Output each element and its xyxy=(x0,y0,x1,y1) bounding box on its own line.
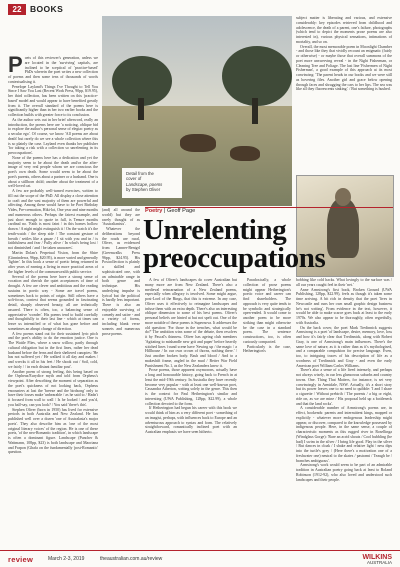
reviewer-name: Geoff Page xyxy=(167,208,196,214)
paragraph: Several of the poems here have a strong sense of vocation and cherish the quiet acceptances of time of drought. A few are clever and ambitious and the reading sustains in poetic way - Some are travel poems, sometimes back to points of origin. Still others have a soft-focus, context that seems grounded in fascinating detail, sharply observed beauty, all are technically assured. There is often, too, a balancing sense of appreciative 'wonder'. His poems tend to build carefully and thoughtfully to their last line - which at times can leave us intensified or of what has gone before and sometimes an abrupt change of direction. xyxy=(8,274,98,331)
paragraph: Armstrong's work would seem to be part of an admirable tradition in Australian poetry going back at least to Roland Robinson (1912-92), who also loved and understood such landscapes and their people. xyxy=(296,463,392,482)
footer-url: theaustralian.com.au/review xyxy=(100,556,163,562)
article-column-3b xyxy=(243,278,291,546)
logo-sub: AUSTRALIA xyxy=(366,560,392,565)
paragraph: Anne Armstrong's first book, Broken Ground (UWA Publishing, 128pp, $22.99), feels as though it's taken some time arriving. A bit rich in density that the poet 'lives in Newcastle and runs her own small graphic design business he's not writing'. From evidence in the text, however, it would be able to make scarce goes back at least to the early 1970s. We also appear to be thoroughly, often regretfully, with Australia. xyxy=(296,287,392,325)
paragraph: A few are probably well-turned exercises, written to fill out the scope of the PhD. All display a close attention to craft and the vast majority of them are powerful and affecting. Among these would have to be Poet Birthday Vides, Pre-cremation, Hiki-lot, One year and nine months and numerous others. Perhaps the fairest example, and just short enough to quote in full, is Tenure months cardinal no. 'Faith is most faint / in this homes hollow drawn / A night might extinguish it / On the watch it's the tenth-watch / the sleep side / The constant gesture of breath / settles like a gauze / I sit with you and in / is faithfulness and fear / Fully alive / In what's being lost / not diminished / and / be taken unawares'. xyxy=(8,189,98,250)
page-number: 22 xyxy=(8,4,26,15)
artwork-animal xyxy=(230,146,260,161)
article-column-4-bottom xyxy=(296,278,392,546)
caption-line: Landscape, poems xyxy=(126,181,163,187)
paragraph: Prose poems, those apparent oxymorons, actually have a long and honourable history, going back to French in at least the mid-19th century. In Australia they have recently become very popular - with at least one well-known poet, Cassandra Atherton, writing solely in the genre. This then is the context for Paul Hetherington's similar and interesting (UWA Publishing, 128pp, $22.99), a whole collection devoted to the form. xyxy=(145,368,237,406)
article-column-3 xyxy=(145,278,237,546)
caption-line: cover of xyxy=(126,176,142,182)
paragraph: (and) all around the world) but they are rarely thought of as 'Australianists'. xyxy=(102,208,140,227)
paragraph: Penelope Layland's Things I've Thought to Tell You Since I Saw You Last (Recent Work Press, 90pp, $19.95), her third collection, has been written on this 'practice-based' model and would appear to have benefited greatly from it. The overall standard of the poems here is significantly higher than in her two earlier books and the collection builds with greater force to its conclusion. xyxy=(8,84,98,117)
paragraph: If Hetherington had begun his career with this book we would think of him as a very different poet - something of an imagist, perhaps, with influences back to Europe and an adventurous approach to syntax and form. The relatively straightforward, romantically inclined poet with an Australian emphasis we have seen hitherto. xyxy=(145,406,237,434)
paragraph: A few poems stand out for their sustained lyric pitch and the poet's ability to do the emotion justice. One is The Wattle Flies, where a snow willow, partly through cultural obligation but in the first lines, rather her dead husband before the ferns and their sheltered canopies: 'He has not suffered yet / He walked it all day and makes / and wrecks it all in his feet / He shook out / Soil, cold, we fairly / / in each distant familiar post'. xyxy=(8,331,98,369)
paragraph: Martin Dolan's Perpetual Vision, from the Shire (Ginninderra, 96pp, $20.95), is more varied and generally 'lighter'. In this book a sense of poetic being returned in after years of earning a living in more practical areas of the higher levels of the commonwealth public service. xyxy=(8,250,98,274)
headline-line: preoccupations xyxy=(143,242,326,274)
paragraph: There's also a sense of a life lived intensely, and perhaps not always wisely, in our less glamorous suburbs and country towns. One. Thing That Matters, for instance, is set very convincingly in Armidale, NSW. Actually, it's a short story but its power leaves one to no need to quibble: 'I and I share a cigarette / Without prebirth / The parents / a big or eight, ride on, as we are mine / His proposal held up a bottleneck and that the land rocks'. xyxy=(296,368,392,406)
section-label: BOOKS xyxy=(30,4,64,14)
article-column-1 xyxy=(8,56,98,546)
page-header xyxy=(0,0,400,14)
paragraph: Whatever the deliberations beyond the roads are rural, Oliver, as evidenced from Lanner-Bentgrl (Greenwalks Press 96pp, $24.95). His Postcollection is plainly a skilled and sophisticated one, with an admirable range in both genre and technique. His underlying impulse is lyrical but the political is hardly less important. There is also an enjoyable surviving of comedy and satire - and a variety of forms, including blank verse sonnets and numerous prose poems. xyxy=(102,227,140,336)
footer-brand: review xyxy=(8,555,34,564)
artwork-trunk xyxy=(252,98,258,124)
paragraph: Paradoxically, a whole collection of prose poems might appear Hetherington's poetic voice and career can find shareholders. The approach is very quite tends to be symbolic and strategically open-ended. It would come to another poem to be more striking than might otherwise be the case in a standard poem. The sentence constructions, too, is often curiously compacted. xyxy=(243,278,291,344)
caption-line: Detail from the xyxy=(126,171,154,176)
paragraph: As the author sets out in her brief afterword, really an introduction, the poems here are 'a noticing, oblique bid to explore the author's personal sense of elegiac poetry as a secular ego'. Of course, we know 'All poems are about death' but rarely do we see a whole collection where this is so plainly the case. Layland even thanks her publisher 'for taking a risk with a collection so unrelenting in its preoccupations'. xyxy=(8,117,98,155)
article-column-4-top xyxy=(296,16,392,172)
tag-separator: | xyxy=(163,208,167,214)
logo-name: WILKINS xyxy=(362,554,392,561)
footer-date: March 2-3, 2019 xyxy=(48,556,85,562)
paragraph: subject matter is liberating and various, and extensive considerably: key episodes retrieved from childhood and adolescence, the death of a parent, one's failure, photographs (which tend to depict the moments prose poems are also interested in), various physical sensations, intimations of mortality, and so on. xyxy=(296,16,392,44)
paragraph: Overall, the most memorable poem in Moonlight Chamber - and those like they that vividly recount an enigmatic (fairly or otherwise) - or maybe those that overall summons of the poet more unswerving reveal - in the Night Fisherman, or Cleaning Tree and Foliage. The last line 'Fishermen of Night Fisherman', a good example of this approach at its most convincing: 'The parent heads in our books and we were still as hovering files. Another girl and grace below opening through faces and shrugging the cars to her lips. The sea was like all they fluorescents sinking.' / But something is hushed. xyxy=(296,44,392,92)
paragraph: Stephen Oliver (born in 1950) has lived for extensive periods in both Australia and New Zealand. He has published well over a dozen 'one of Australasia's major poets'. They also describe him as 'one of the most original literary voices' of the region. He is one of these poets, 'of the neo-Romantic tradition', in which landscape is often a dominant figure. Landscape (Puncher & Wattmann, 108pp, $23) is both landscape and Maoriana and Frapon (Ghafa on the fundamentally 'post-Romantic' question. xyxy=(8,407,98,455)
page-footer xyxy=(0,550,400,567)
article-column-2 xyxy=(102,208,140,546)
paragraph-text: oets of this reviewer's generation, unless we are located in the 'surviving' capitals, are inclined to be sceptical of 'practice-based' PhDs wherein the poet writes a new collection of poems and then some tens of thousands of words contextualising it. xyxy=(8,56,98,84)
paragraph: Another poem of strong feeling, this being based on the Orpheus/Eurydice myth and told from Orpheus's viewpoint. After describing the moment of separation as the poet's quickness of not looking back, Orpheus encounters at last the 'breeze and the birdsong' only to have their losses make 'unbearable / as he said to / Hadn't it focused from wall to wall / Is he looked / and you'd, you half-say, can you look? / You said 'there's this'. xyxy=(8,369,98,407)
paragraph: A few of Oliver's landscapes do cover Australian but many more are from New Zealand. There's also a medieval reincarnation of a New Zealand poems, especially when allegory is involved. Some might argue, post-Lord of the Rings, that this is extreme. In any case, Oliver uses it effectively to reimagine landscapes and infuse them with an extra depth. There's also an interesting oblique dimension to some of his best poems. Oliver's personal beliefs are hinted at but not spelt out. One of the more notable of these poems is Supernova. It addresses the old question: 'For those in the trenches, what would be do?' The ambition wins some of the debate, then resolves it by Pascal's thinness. Oliver has ageing club members 'Agitating to mishandle new grit and paper' before heavily stitched lines 'round scene have 'Sewing up / the magic / a Hillhouse / In our own crown of thorns, nothing there.' / Just another broken body. Bash and blood / And to a makeshift frame, angled in the mud / Better War Field Punishment No.1, as the New Zealanders knew it. xyxy=(145,278,237,368)
paragraph: A considerable number of Armstrong's poems are, in effect, bookends: parents and intermittent kings, mapped or explicitly - whatever more endogenous leadership might appear, or discover, compared to the knowledge possessed by indigenous people. Here, in the same sense, a couple of characteristic moments as this rugged river in Rosellinga (Windglass Gorge): 'Rare an acrid shouts / Cool bubbling (he had) I swim in the silver / I bring life good. Play in the silver / But dances in cloak / I shake and relative light / ness dips into the turtle's grey / (Here there's a motivation one of a freshwater one) neutral to the skates / pastrami / Teaugh be / branches ambiguous'. xyxy=(296,406,392,463)
paragraph: Particularly is the case, Hetherington's xyxy=(243,344,291,354)
artwork-tree xyxy=(222,46,292,106)
paragraph: On the back cover, the poet Mark Tredinnick suggests Armstrong is a poet 'of landscape, desire, memory, love, loss and how it's fairly clear that Tredinnick, along with Robert Gray, is one of Armstrong's main influences. There's the same love of nature, as it is rather than as it's mythologised, and a comparable compulsion for precise language. Even, too, to intriguing traces of his description of life as a wordness of Tredinnick and Gray - and even the early American poet William Carlos Williams. xyxy=(296,325,392,368)
review-category: Poetry xyxy=(145,208,163,214)
caption-line: by Stephen Oliver xyxy=(126,186,161,192)
headline xyxy=(143,216,400,272)
artwork-animal xyxy=(180,134,216,152)
paragraph xyxy=(8,56,98,85)
artwork-trunk xyxy=(138,98,144,120)
advertiser-logo xyxy=(362,554,392,565)
paragraph: bobbing like cold hacks. What lovingly to the surface was / all our years caught feel in their 'net.' xyxy=(296,278,392,287)
paragraph: None of the poems here has a dedication and yet the majority seem to be about the death and/or the after-image of very real people whom we are conscious the poet's own death. Some would seem to be about the poet's parents, others about a partner or a husband. One is about a stillborn child; another about the treatment of a well-loved cat. xyxy=(8,155,98,189)
drop-cap: P xyxy=(8,56,23,77)
artwork-caption xyxy=(122,168,182,198)
headline-line: Unrelenting xyxy=(143,214,287,246)
photo-head xyxy=(335,188,351,206)
